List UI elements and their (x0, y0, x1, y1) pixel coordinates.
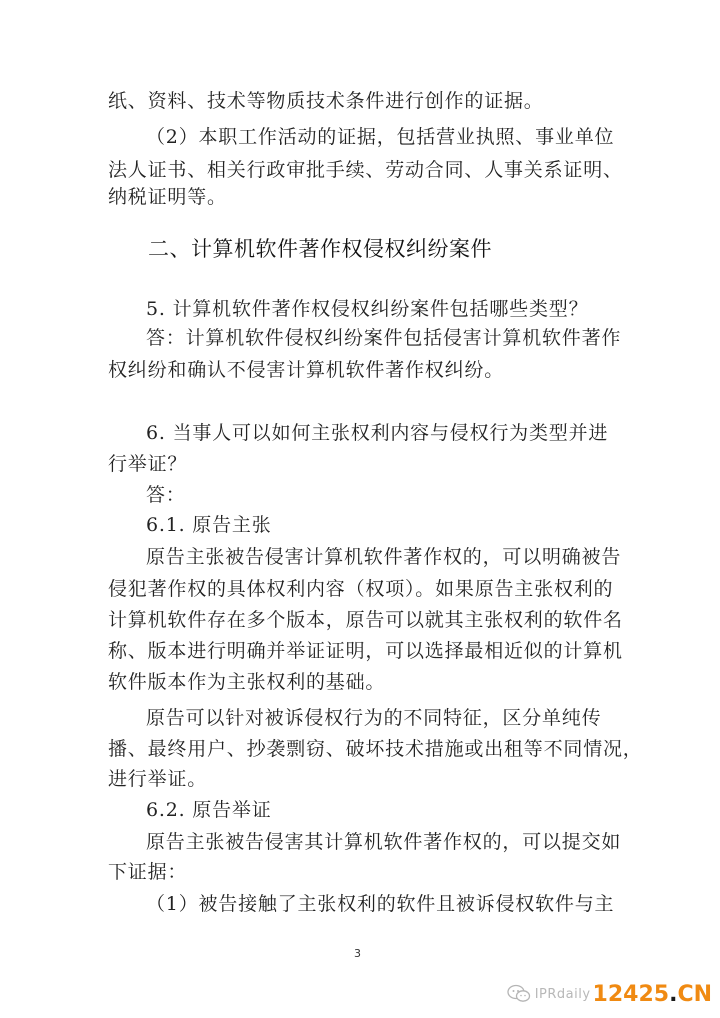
paragraph-line: 原告主张被告侵害计算机软件著作权的，可以明确被告 (146, 546, 622, 568)
watermark-account-text: IPRdaily (534, 986, 591, 1002)
watermark-brand (593, 982, 712, 1007)
wechat-icon (507, 984, 531, 1004)
answer-5-line: 权纠纷和确认不侵害计算机软件著作权纠纷。 (108, 359, 505, 381)
paragraph-line: 侵犯著作权的具体权利内容（权项）。如果原告主张权利的 (108, 578, 614, 600)
paragraph-line: 软件版本作为主张权利的基础。 (108, 671, 386, 693)
text-line: （2）本职工作活动的证据，包括营业执照、事业单位 (146, 126, 615, 148)
paragraph-line: 称、版本进行明确并举证证明，可以选择最相近似的计算机 (108, 640, 623, 662)
paragraph-line: 计算机软件存在多个版本，原告可以就其主张权利的软件名 (108, 609, 623, 631)
paragraph-line: 进行举证。 (108, 768, 208, 790)
text-line: 纸、资料、技术等物质技术条件进行创作的证据。 (108, 90, 544, 112)
paragraph-line: 原告主张被告侵害其计算机软件著作权的，可以提交如 (146, 831, 622, 853)
subsection-6-2: 6.2. 原告举证 (146, 799, 272, 821)
brand-dot: . (669, 981, 678, 1007)
paragraph-line: 播、最终用户、抄袭剽窃、破坏技术措施或出租等不同情况， (108, 738, 643, 760)
question-6: 6. 当事人可以如何主张权利内容与侵权行为类型并进 (146, 422, 609, 444)
answer-5-line: 答：计算机软件侵权纠纷案件包括侵害计算机软件著作 (146, 327, 622, 349)
question-6-line: 行举证？ (108, 453, 188, 475)
paragraph-line: 下证据： (108, 861, 188, 883)
paragraph-line: （1）被告接触了主张权利的软件且被诉侵权软件与主 (146, 893, 615, 915)
page-number: 3 (354, 947, 361, 960)
text-line: 法人证书、相关行政审批手续、劳动合同、人事关系证明、 (108, 159, 623, 181)
watermark (507, 974, 712, 1014)
question-5: 5. 计算机软件著作权侵权纠纷案件包括哪些类型？ (146, 298, 589, 320)
brand-main: 12425 (592, 981, 670, 1007)
answer-6-label: 答： (146, 484, 186, 506)
text-line: 纳税证明等。 (108, 186, 227, 208)
paragraph-line: 原告可以针对被诉侵权行为的不同特征，区分单纯传 (146, 707, 602, 729)
brand-suffix: CN (677, 981, 712, 1007)
section-heading: 二、计算机软件著作权侵权纠纷案件 (148, 237, 492, 261)
subsection-6-1: 6.1. 原告主张 (146, 514, 272, 536)
